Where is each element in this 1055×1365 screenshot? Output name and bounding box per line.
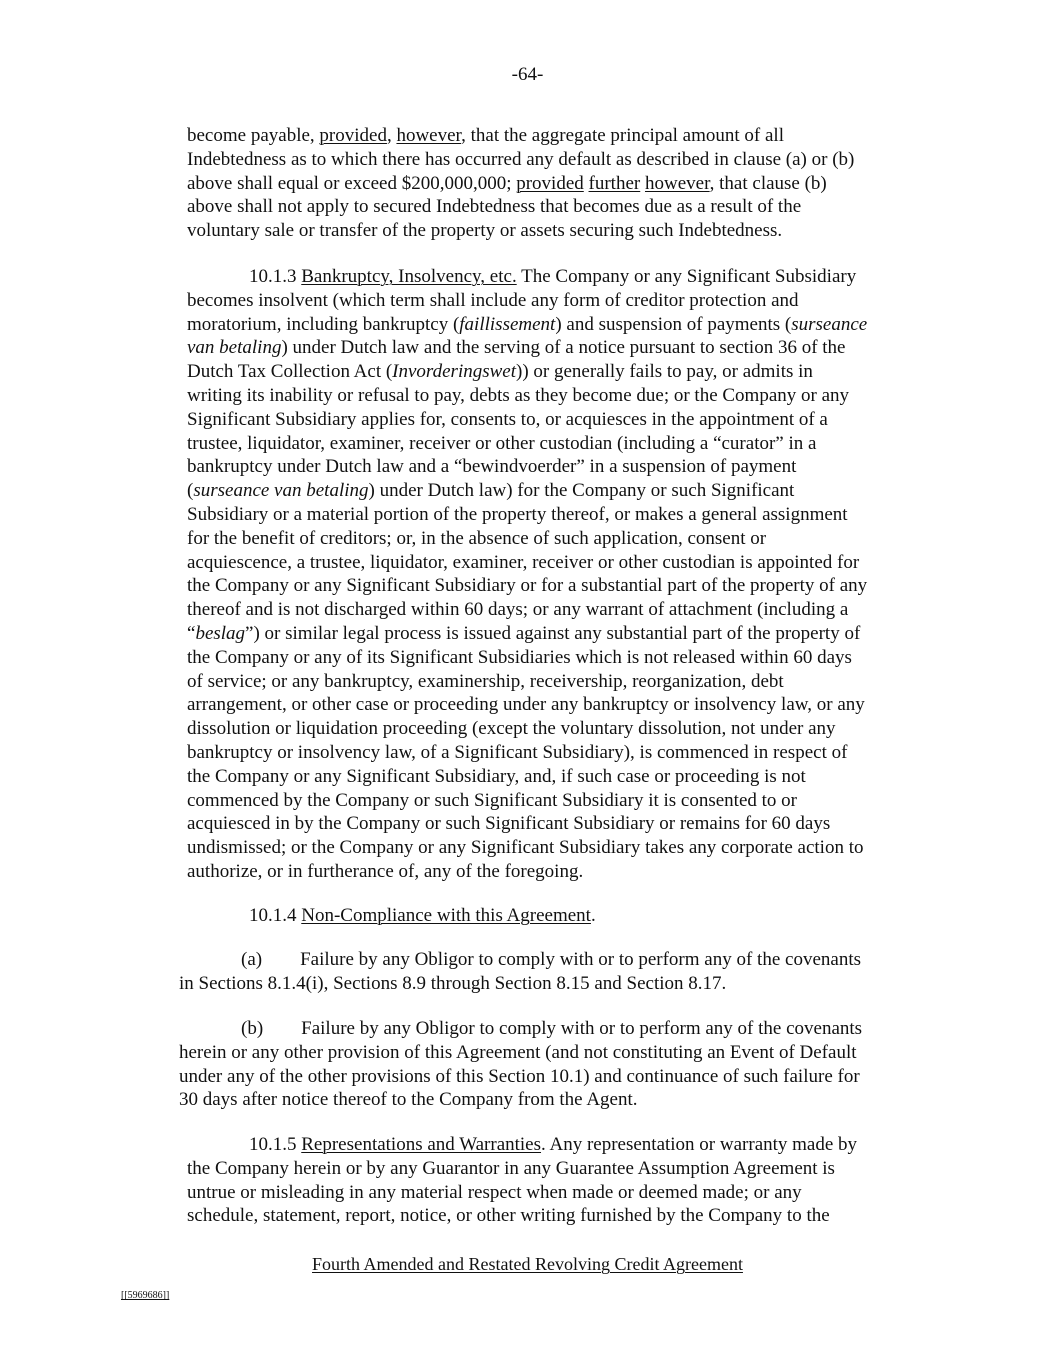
text-run: Subsidiary or a material portion of the property thereof, or makes a general assignment [187, 503, 848, 525]
text-run: 10.1.3 [249, 266, 302, 287]
page-number: -64- [511, 64, 544, 85]
text-line [187, 527, 867, 551]
text-line [187, 265, 867, 289]
text-line [187, 1181, 857, 1205]
clause-b [179, 1017, 862, 1112]
text-run: untrue or misleading in any material respect when made or deemed made; or any [187, 1181, 802, 1203]
text-line [187, 860, 867, 884]
text-line [187, 812, 867, 836]
text-run: authorize, or in furtherance of, any of the foregoing. [187, 860, 584, 882]
text-run: for the benefit of creditors; or, in the absence of such application, consent or [187, 527, 767, 549]
text-run: ”) or similar legal process is issued against any substantial part of the property of [245, 622, 861, 644]
text-run: the Company or any of its Significant Subsidiaries which is not released within 60 days [187, 646, 852, 668]
underlined-term: further [588, 172, 641, 194]
text-run: 10.1.5 [249, 1134, 302, 1155]
text-line [187, 479, 867, 503]
text-run: , that the aggregate principal amount of all [461, 125, 784, 146]
text-run: herein or any other provision of this Agreement (and not constituting an Event of Default [179, 1041, 857, 1063]
text-line [187, 1157, 857, 1181]
text-run: the Company or any Significant Subsidiary, and, if such case or proceeding is not [187, 765, 806, 787]
text-run: 10.1.4 [249, 905, 302, 926]
clause-a [179, 948, 861, 996]
text-line [187, 455, 867, 479]
section-10-1-4-non-compliance [187, 904, 596, 928]
text-run: voluntary sale or transfer of the property or assets securing such Indebtedness. [187, 220, 783, 242]
text-run: Dutch Tax Collection Act ( [187, 361, 393, 383]
underlined-term: provided [319, 125, 387, 146]
text-run: writing its inability or refusal to pay, debts as they become due; or the Company or any [187, 384, 850, 406]
text-run: Indebtedness as to which there has occurred any default as described in clause (a) or (b) [187, 148, 855, 170]
text-line [179, 1065, 862, 1089]
text-run: trustee, liquidator, examiner, receiver or other custodian (including a “curator” in a [187, 432, 817, 454]
section-10-1-3-bankruptcy [187, 265, 867, 884]
text-line [187, 622, 867, 646]
text-run: bankruptcy or insolvency law, of a Significant Subsidiary), is commenced in respect of [187, 741, 848, 763]
text-run: . [590, 905, 596, 926]
text-run: ) under Dutch law) for the Company or such Significant [368, 480, 795, 502]
text-line [187, 148, 854, 172]
text-run: The Company or any Significant Subsidiary [516, 266, 857, 287]
italic-term: faillissement [459, 313, 556, 335]
text-line [187, 598, 867, 622]
text-run: the Company or any Significant Subsidiary or for a substantial part of the property of any [187, 575, 868, 597]
underlined-term: Non-Compliance with this Agreement [301, 905, 591, 926]
text-run: ) and suspension of payments ( [555, 313, 792, 335]
text-line [187, 1204, 857, 1228]
text-line [187, 195, 854, 219]
text-line [187, 693, 867, 717]
section-10-1-5-representations [187, 1133, 857, 1228]
text-line [187, 336, 867, 360]
text-run: arrangement, or other case or proceeding under any bankruptcy or insolvency law, or any [187, 694, 865, 716]
text-line [179, 972, 861, 996]
text-run: above shall not apply to secured Indebtedness that becomes due as a result of the [187, 196, 802, 218]
italic-term: beslag [195, 622, 246, 644]
text-run: dissolution or liquidation proceeding (except the voluntary dissolution, not under any [187, 718, 836, 740]
text-run: ( [187, 480, 194, 502]
underlined-term: however [644, 172, 710, 194]
underlined-term: provided [516, 172, 584, 194]
text-line [187, 1133, 857, 1157]
text-line [187, 741, 867, 765]
text-run: , that clause (b) [709, 172, 827, 194]
text-run: ) under Dutch law and the serving of a notice pursuant to section 36 of the [281, 337, 846, 359]
text-run: of service; or any bankruptcy, examinership, receivership, reorganization, debt [187, 670, 784, 692]
paragraph-continuation [187, 124, 854, 243]
text-line [187, 360, 867, 384]
text-run: commenced by the Company or such Significant Subsidiary it is consented to or [187, 789, 798, 811]
text-run: thereof and is not discharged within 60 days; or any warrant of attachment (including a [187, 599, 849, 621]
text-line [187, 551, 867, 575]
italic-term: surseance [791, 313, 868, 335]
document-id: [[5969686]] [121, 1290, 170, 1301]
text-line [187, 124, 854, 148]
underlined-term: Representations and Warranties [301, 1134, 542, 1155]
text-line [187, 313, 867, 337]
text-line [187, 432, 867, 456]
text-run: bankruptcy under Dutch law and a “bewindvoerder” in a suspension of payment [187, 456, 797, 478]
text-run: becomes insolvent (which term shall include any form of creditor protection and [187, 289, 799, 311]
text-line [187, 289, 867, 313]
italic-term: van betaling [187, 337, 282, 359]
text-run: under any of the other provisions of this Section 10.1) and continuance of such failure for [179, 1065, 860, 1087]
text-run: “ [187, 622, 196, 644]
text-run: (b) Failure by any Obligor to comply with or to perform any of the covenants [241, 1018, 863, 1039]
text-line [179, 1017, 862, 1041]
footer-agreement-title: Fourth Amended and Restated Revolving Credit Agreement [312, 1254, 743, 1274]
underlined-term: however [396, 125, 462, 146]
text-run: . Any representation or warranty made by [541, 1134, 858, 1155]
text-line [187, 670, 867, 694]
text-line [179, 1041, 862, 1065]
text-run: schedule, statement, report, notice, or other writing furnished by the Company to the [187, 1205, 830, 1227]
text-line [187, 384, 867, 408]
text-line [187, 765, 867, 789]
text-run: above shall equal or exceed $200,000,000; [187, 172, 517, 194]
text-run: in Sections 8.1.4(i), Sections 8.9 through Section 8.15 and Section 8.17. [179, 972, 727, 994]
text-line [187, 646, 867, 670]
text-line [187, 574, 867, 598]
text-run: (a) Failure by any Obligor to comply with or to perform any of the covenants [241, 949, 861, 970]
italic-term: Invorderingswet [392, 361, 517, 383]
text-line [187, 836, 867, 860]
text-run: 30 days after notice thereof to the Company from the Agent. [179, 1089, 638, 1111]
text-run: acquiescence, a trustee, liquidator, examiner, receiver or other custodian is appointed for [187, 551, 860, 573]
text-line [187, 717, 867, 741]
text-run: the Company herein or by any Guarantor in any Guarantee Assumption Agreement is [187, 1157, 835, 1179]
text-line [187, 408, 867, 432]
text-run: undismissed; or the Company or any Significant Subsidiary takes any corporate action to [187, 837, 864, 859]
text-run: acquiesced in by the Company or such Significant Subsidiary or remains for 60 days [187, 813, 831, 835]
text-line [187, 219, 854, 243]
text-line [187, 172, 854, 196]
text-run: Significant Subsidiary applies for, consents to, or acquiesces in the appointment of a [187, 408, 828, 430]
underlined-term: Bankruptcy, Insolvency, etc. [301, 266, 517, 287]
text-line [179, 948, 861, 972]
text-line [179, 1088, 862, 1112]
text-run: , [386, 125, 397, 146]
text-run: )) or generally fails to pay, or admits in [516, 361, 813, 383]
text-line [187, 503, 867, 527]
text-line [187, 904, 596, 928]
text-run: become payable, [187, 125, 320, 146]
text-line [187, 789, 867, 813]
italic-term: surseance van betaling [193, 480, 369, 502]
text-run: moratorium, including bankruptcy ( [187, 313, 460, 335]
